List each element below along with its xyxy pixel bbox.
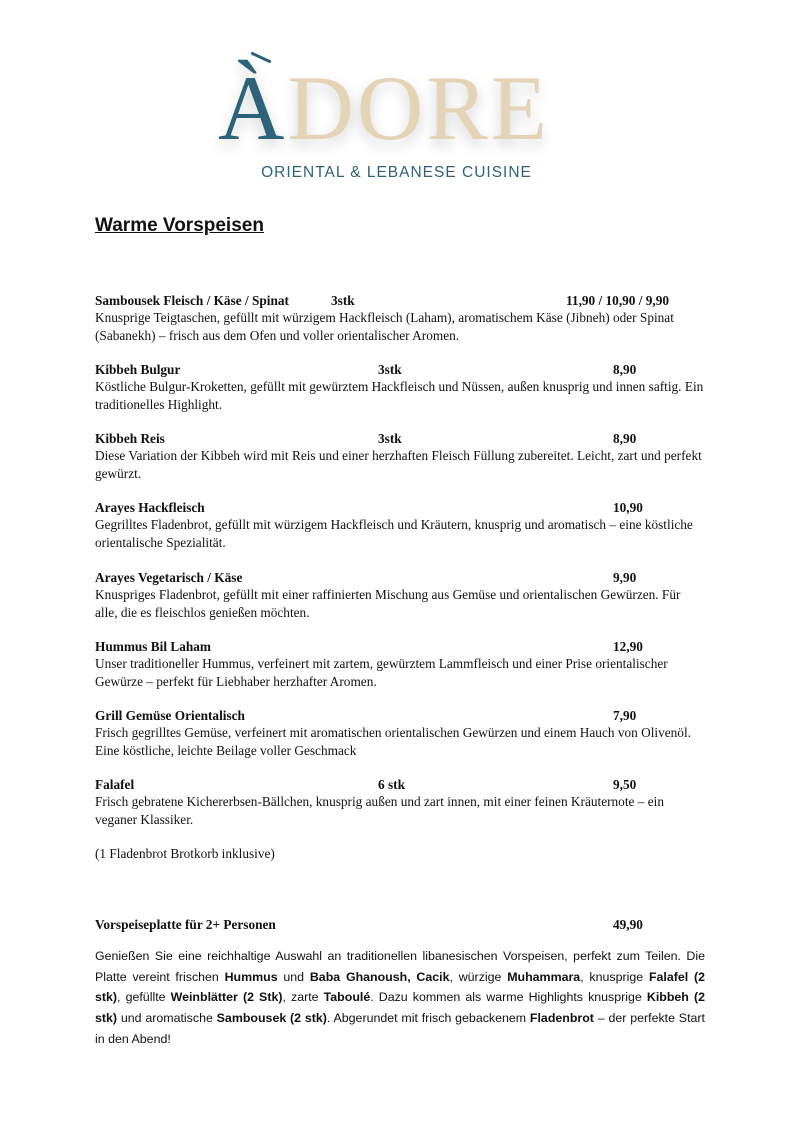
dish-description: Unser traditioneller Hummus, verfeinert mit zartem, gewürztem Lammfleisch und einer Prise orientalischer Gewürze – perfekt für Liebhaber herzhafter Aromen. xyxy=(95,656,668,689)
logo-subtitle: ORIENTAL & LEBANESE CUISINE xyxy=(261,164,532,181)
dish-description: Frisch gebratene Kichererbsen-Bällchen, knusprig außen und zart innen, mit einer feinen Kräuternote – ein veganer Klassiker. xyxy=(95,794,664,827)
dish-quantity: 3stk xyxy=(378,431,402,446)
dish-price: 9,50 xyxy=(613,777,637,792)
dish-name: Falafel xyxy=(95,777,135,792)
dish-price: 8,90 xyxy=(613,362,637,377)
dish-name: Grill Gemüse Orientalisch xyxy=(95,708,245,723)
menu-item xyxy=(95,776,705,828)
dish-description: Köstliche Bulgur-Kroketten, gefüllt mit gewürztem Hackfleisch und Nüssen, außen knusprig und innen saftig. Ein traditionelles Highlight. xyxy=(95,379,704,412)
dish-quantity: 6 stk xyxy=(378,777,405,792)
menu-item xyxy=(95,707,705,759)
dish-price: 10,90 xyxy=(613,500,643,515)
menu-item xyxy=(95,361,705,413)
menu-item xyxy=(95,638,705,690)
dish-price: 11,90 / 10,90 / 9,90 xyxy=(566,293,670,308)
dish-description: Gegrilltes Fladenbrot, gefüllt mit würzigem Hackfleisch und Kräutern, knusprig und aromatisch – eine köstliche orientalische Spezialität. xyxy=(95,517,693,550)
bread-note: (1 Fladenbrot Brotkorb inklusive) xyxy=(95,846,275,861)
logo-first-letter: À xyxy=(218,57,288,159)
dish-name: Sambousek Fleisch / Käse / Spinat xyxy=(95,293,289,308)
dish-name: Arayes Hackfleisch xyxy=(95,500,205,515)
dish-quantity: 3stk xyxy=(331,293,355,308)
dish-price: 12,90 xyxy=(613,639,643,654)
platter-item xyxy=(95,916,705,1062)
platter-description: Genießen Sie eine reichhaltige Auswahl an traditionellen libanesischen Vorspeisen, perfekt zum Teilen. Die Platte vereint frischen Hummus und Baba Ghanoush, Cacik, würzige Muhammara, knusprige Falafel (2 stk), gefüllte Weinblätter (2 Stk), zarte Taboulé. Dazu kommen als warme Highlights knusprige Kibbeh (2 stk) und aromatische Sambousek (2 stk). Abgerundet mit frisch gebackenem Fladenbrot – der perfekte Start in den Abend! xyxy=(95,949,705,1046)
menu-item xyxy=(95,292,705,344)
platter-name: Vorspeiseplatte für 2+ Personen xyxy=(95,917,276,932)
dish-quantity: 3stk xyxy=(378,362,402,377)
dish-description: Knuspriges Fladenbrot, gefüllt mit einer raffinierten Mischung aus Gemüse und orientalischen Gewürzen. Für alle, die es fleischlos genießen möchten. xyxy=(95,587,681,620)
dish-name: Kibbeh Bulgur xyxy=(95,362,181,377)
logo-rest-letters: DORE xyxy=(287,57,550,159)
platter-price: 49,90 xyxy=(613,917,643,932)
dish-description: Diese Variation der Kibbeh wird mit Reis und einer herzhaften Fleisch Füllung zubereitet. Leicht, zart und perfekt gewürzt. xyxy=(95,448,702,481)
dish-price: 7,90 xyxy=(613,708,637,723)
menu-item xyxy=(95,430,705,482)
dish-name: Arayes Vegetarisch / Käse xyxy=(95,570,243,585)
dish-name: Hummus Bil Laham xyxy=(95,639,212,654)
menu-item xyxy=(95,499,705,551)
logo-wordmark xyxy=(218,58,550,158)
section-title: Warme Vorspeisen xyxy=(95,215,264,236)
dish-description: Knusprige Teigtaschen, gefüllt mit würzigem Hackfleisch (Laham), aromatischem Käse (Jibneh) oder Spinat (Sabanekh) – frisch aus dem Ofen und voller orientalischer Aromen. xyxy=(95,310,674,343)
dish-price: 9,90 xyxy=(613,570,637,585)
dish-price: 8,90 xyxy=(613,431,637,446)
menu-item xyxy=(95,569,705,621)
dish-name: Kibbeh Reis xyxy=(95,431,165,446)
dish-description: Frisch gegrilltes Gemüse, verfeinert mit aromatischen orientalischen Gewürzen und einem Hauch von Olivenöl. Eine köstliche, leichte Beilage voller Geschmack xyxy=(95,725,691,758)
restaurant-logo xyxy=(0,48,793,198)
